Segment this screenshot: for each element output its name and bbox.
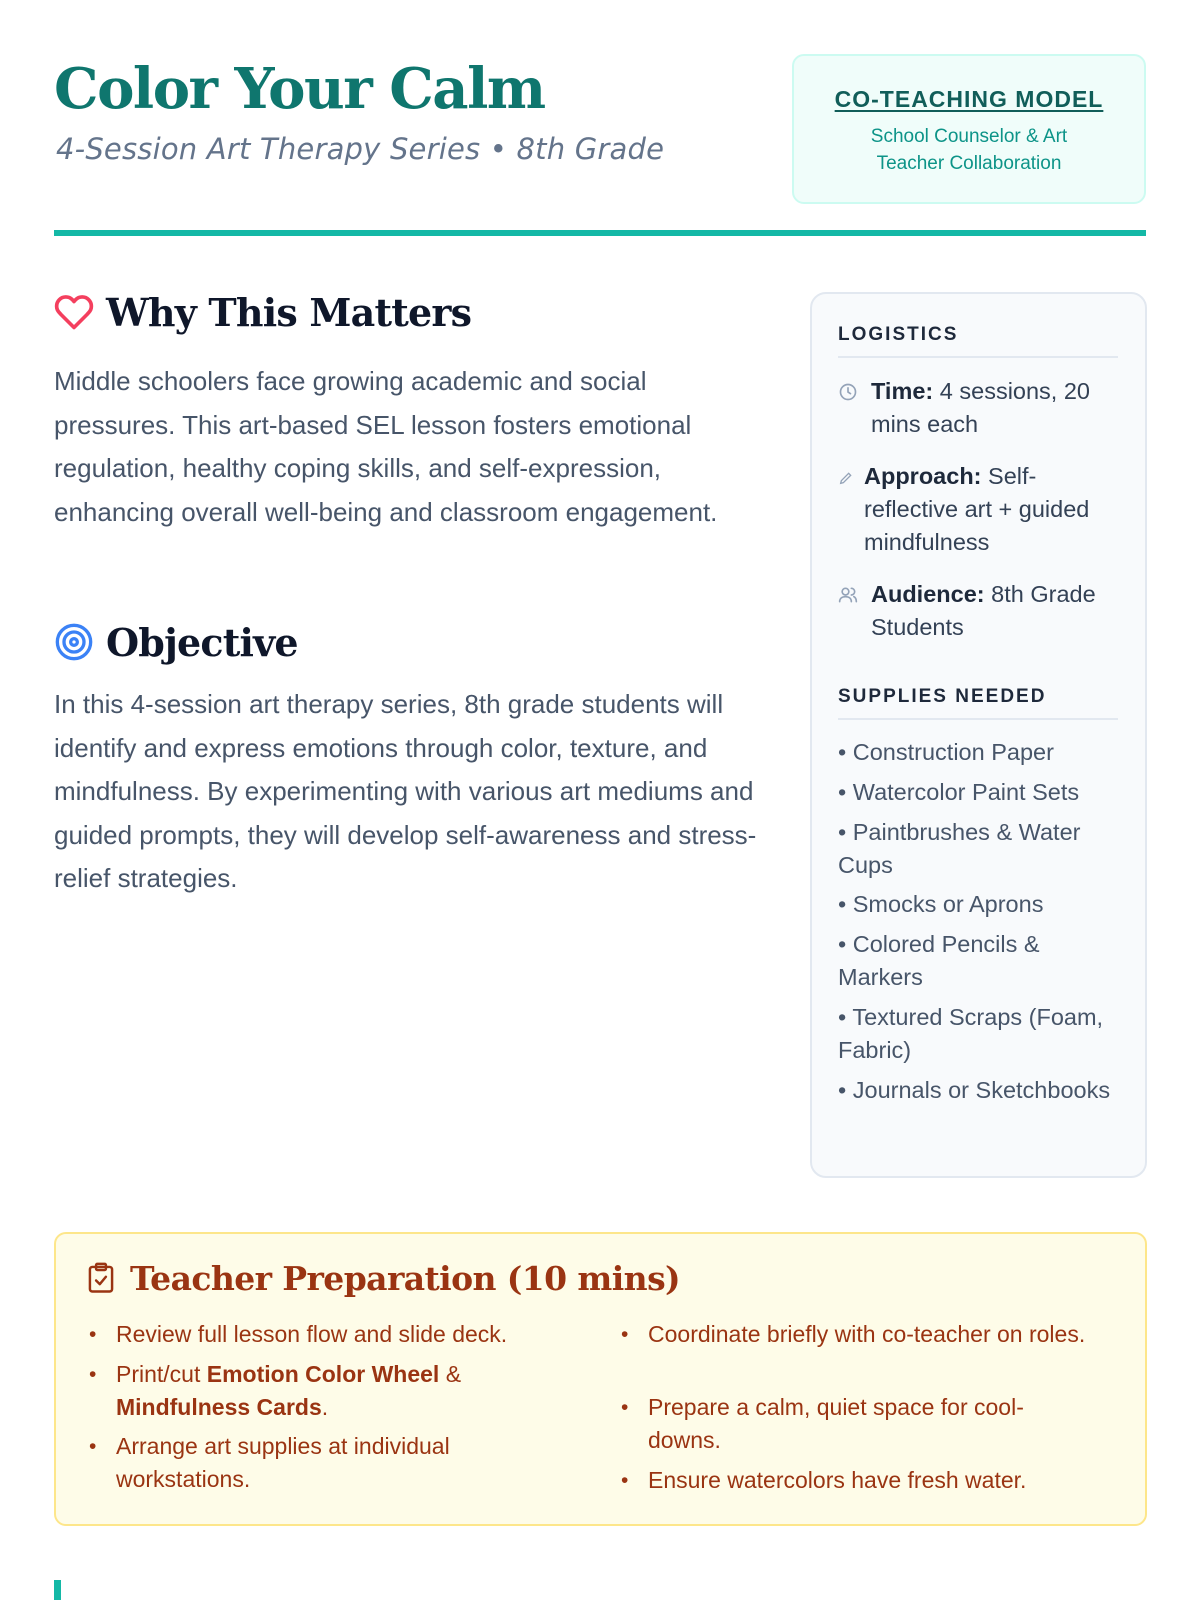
clipboard-check-icon (86, 1262, 116, 1294)
mindfulness-cards-label: Mindfulness Cards (116, 1394, 322, 1420)
supply-item: • Colored Pencils & Markers (838, 931, 1040, 990)
prep-heading-row (86, 1254, 680, 1302)
header-divider (54, 230, 1146, 236)
logistics-panel (810, 292, 1147, 1178)
prep-item: • Coordinate briefly with co-teacher on roles. (648, 1318, 1088, 1351)
why-heading-row (54, 288, 471, 336)
users-icon (838, 585, 858, 605)
logistics-item-audience (838, 578, 1128, 644)
why-body: Middle schoolers face growing academic and social pressures. This art-based SEL lesson fosters emotional regulation, healthy coping skills, and self-expression, enhancing overall well-being and classroom engagement. (54, 366, 718, 527)
teacher-preparation-box (54, 1232, 1147, 1526)
prep-item: • Print/cut Emotion Color Wheel & Mindfulness Cards. (116, 1358, 536, 1424)
why-heading: Why This Matters (106, 289, 472, 335)
clock-icon (838, 382, 858, 402)
logistics-label: Audience: (871, 581, 985, 607)
supply-item: • Construction Paper (838, 739, 1054, 765)
emotion-color-wheel-label: Emotion Color Wheel (206, 1361, 440, 1387)
logistics-label: Approach: (864, 463, 982, 489)
supply-item: • Paintbrushes & Water Cups (838, 819, 1081, 878)
supplies-title: SUPPLIES NEEDED (838, 686, 1118, 720)
page-header (54, 54, 1146, 204)
supply-item: • Textured Scraps (Foam, Fabric) (838, 1004, 1104, 1063)
logistics-value: Self-reflective art + guided mindfulness (864, 463, 1090, 555)
prep-item: • Prepare a calm, quiet space for cool-downs. (648, 1391, 1088, 1457)
prep-heading: Teacher Preparation (10 mins) (130, 1258, 681, 1298)
logistics-value: 8th Grade Students (871, 581, 1096, 640)
target-icon (54, 622, 94, 662)
page-subtitle: 4-Session Art Therapy Series • 8th Grade (56, 132, 665, 166)
supply-item: • Watercolor Paint Sets (838, 779, 1080, 805)
prep-item: • Review full lesson flow and slide deck. (116, 1318, 596, 1351)
objective-heading-row (54, 618, 298, 666)
pencil-icon (838, 470, 854, 486)
co-teaching-badge (792, 54, 1146, 204)
supply-item: • Journals or Sketchbooks (838, 1077, 1111, 1103)
co-teaching-text: School Counselor & Art Teacher Collaboration (870, 126, 1068, 174)
logistics-value: 4 sessions, 20 mins each (871, 378, 1091, 437)
logistics-item-approach (838, 460, 1128, 559)
next-section-accent (54, 1580, 61, 1600)
heart-icon (54, 292, 94, 332)
objective-body: In this 4-session art therapy series, 8th grade students will identify and express emotions through color, texture, and mindfulness. By experimenting with various art mediums and guided prompts, they will develop self-awareness and stress-relief strategies. (54, 689, 757, 893)
supply-item: • Smocks or Aprons (838, 891, 1044, 917)
objective-heading: Objective (106, 619, 298, 665)
logistics-item-time (838, 375, 1128, 441)
prep-item: • Arrange art supplies at individual workstations. (116, 1430, 536, 1496)
logistics-title: LOGISTICS (838, 324, 1118, 358)
prep-item: • Ensure watercolors have fresh water. (648, 1464, 1098, 1497)
co-teaching-title: CO-TEACHING MODEL (834, 86, 1104, 112)
page-title: Color Your Calm (54, 56, 545, 122)
logistics-label: Time: (871, 378, 934, 404)
